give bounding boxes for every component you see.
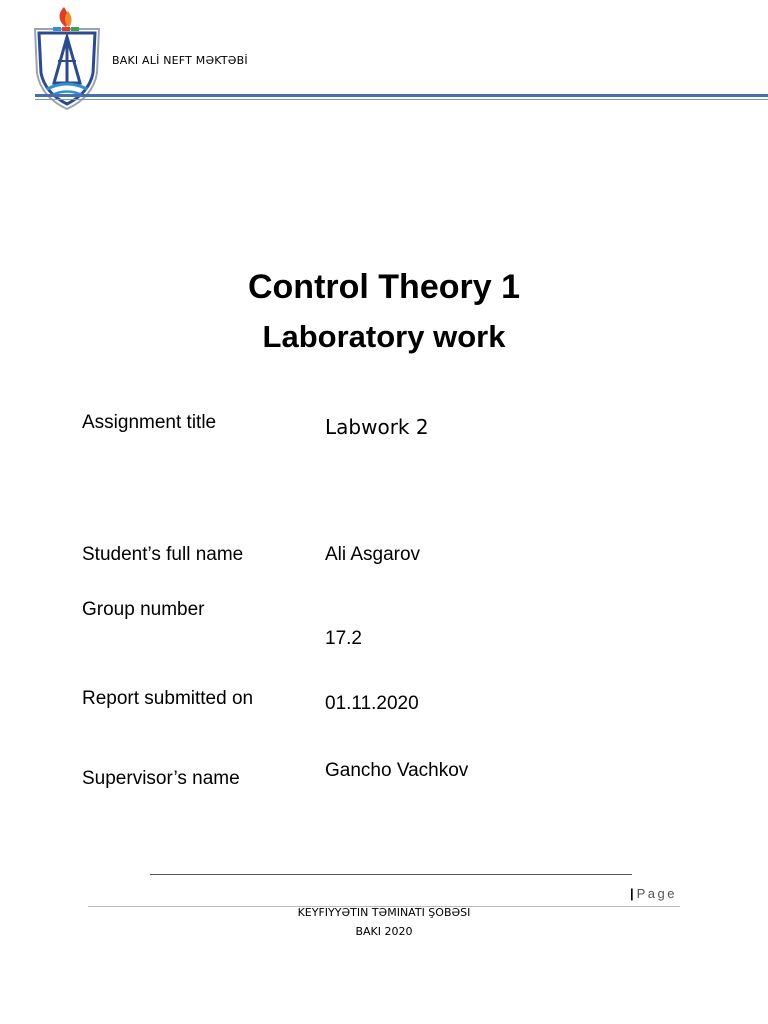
group-number-label: Group number: [82, 599, 205, 620]
group-number-value: 17.2: [325, 628, 362, 649]
assignment-title-value: Labwork 2: [325, 415, 429, 439]
submission-date-value: 01.11.2020: [325, 693, 419, 714]
page-marker: [630, 886, 677, 901]
student-name-label: Student’s full name: [82, 544, 244, 565]
submission-date-label: Report submitted on: [82, 688, 254, 709]
course-title: Control Theory 1: [247, 268, 521, 306]
supervisor-name-label: Supervisor’s name: [82, 768, 240, 789]
signature-line: [150, 874, 632, 875]
supervisor-name-value: Gancho Vachkov: [325, 760, 469, 781]
header-rule-thin: [35, 99, 768, 100]
assignment-title-label: Assignment title: [82, 412, 217, 433]
document-subtitle: Laboratory work: [262, 319, 506, 354]
header-rule: [35, 94, 768, 97]
page-marker-bar: |: [630, 886, 634, 901]
footer-department: KEYFIYYƏTIN TƏMINATI ŞOBƏSI: [297, 906, 471, 919]
page-marker-text: Page: [636, 886, 678, 901]
school-name: BAKI ALİ NEFT MƏKTƏBİ: [112, 54, 248, 67]
footer-city-year: BAKI 2020: [355, 925, 413, 938]
student-name-value: Ali Asgarov: [325, 544, 421, 565]
